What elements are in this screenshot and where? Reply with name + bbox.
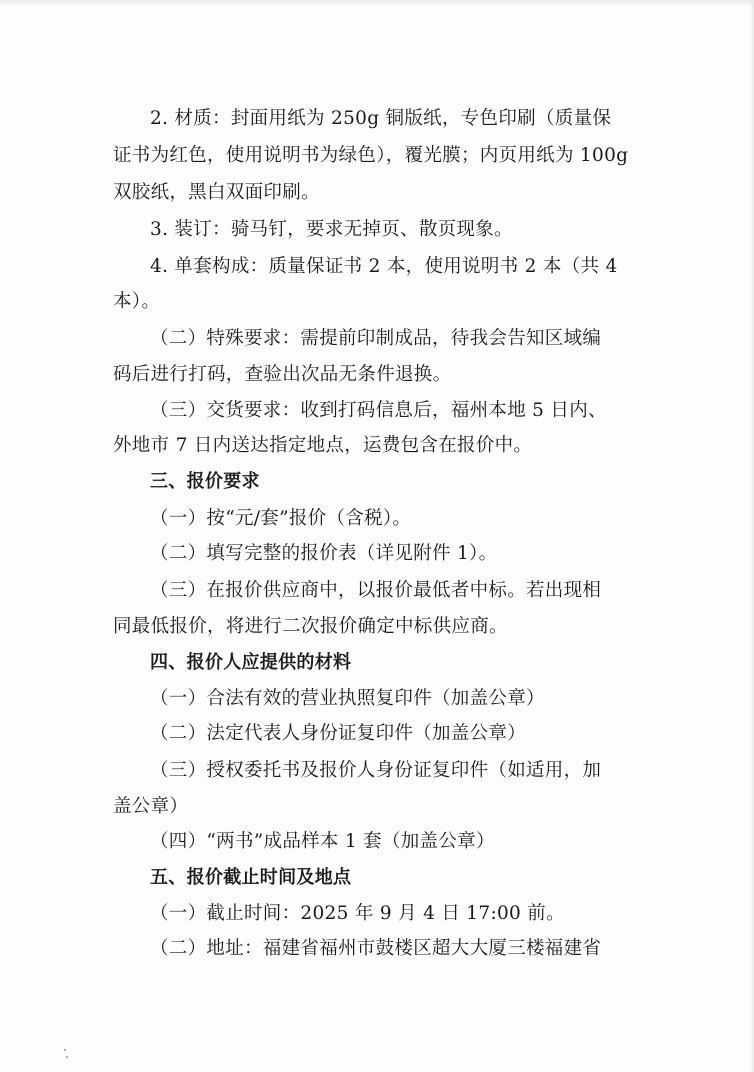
scan-speck: [64, 1049, 66, 1051]
materials-item-1: （一）合法有效的营业执照复印件（加盖公章）: [150, 688, 545, 709]
materials-item-2: （二）法定代表人身份证复印件（加盖公章）: [150, 723, 527, 744]
section-heading-required-materials: 四、报价人应提供的材料: [150, 652, 352, 673]
deadline-item: （一）截止时间：2025 年 9 月 4 日 17:00 前。: [150, 903, 565, 924]
delivery-requirements-line-2: 外地市 7 日内送达指定地点，运费包含在报价中。: [113, 435, 533, 456]
material-line-1: 2. 材质：封面用纸为 250g 铜版纸，专色印刷（质量保: [150, 108, 612, 129]
special-requirements-line-2: 码后进行打码，查验出次品无条件退换。: [113, 364, 452, 385]
scan-shadow-right: [750, 0, 754, 1072]
special-requirements-line-1: （二）特殊要求：需提前印制成品，待我会告知区域编: [150, 328, 602, 349]
scan-speck: [66, 1056, 68, 1058]
section-heading-deadline-and-location: 五、报价截止时间及地点: [150, 867, 352, 888]
material-line-3: 双胶纸，黑白双面印刷。: [113, 182, 320, 203]
quotation-item-3-line-1: （三）在报价供应商中，以报价最低者中标。若出现相: [150, 580, 602, 601]
section-heading-quotation-requirements: 三、报价要求: [150, 471, 260, 492]
delivery-requirements-line-1: （三）交货要求：收到打码信息后，福州本地 5 日内、: [150, 400, 607, 421]
binding-line: 3. 装订：骑马钉，要求无掉页、散页现象。: [150, 219, 513, 240]
quotation-item-3-line-2: 同最低报价，将进行二次报价确定中标供应商。: [113, 616, 508, 637]
quotation-item-1: （一）按“元/套”报价（含税）。: [150, 508, 412, 529]
set-composition-line-1: 4. 单套构成：质量保证书 2 本，使用说明书 2 本（共 4: [150, 256, 618, 277]
set-composition-line-2: 本）。: [113, 291, 161, 312]
material-line-2: 证书为红色，使用说明书为绿色），覆光膜；内页用纸为 100g: [113, 145, 629, 166]
address-item: （二）地址：福建省福州市鼓楼区超大大厦三楼福建省: [150, 938, 602, 959]
materials-item-3-line-2: 盖公章）: [113, 796, 189, 817]
scan-shadow-top: [0, 0, 754, 6]
quotation-item-2: （二）填写完整的报价表（详见附件 1）。: [150, 543, 498, 564]
materials-item-4: （四）“两书”成品样本 1 套（加盖公章）: [150, 831, 495, 852]
materials-item-3-line-1: （三）授权委托书及报价人身份证复印件（如适用，加: [150, 760, 602, 781]
